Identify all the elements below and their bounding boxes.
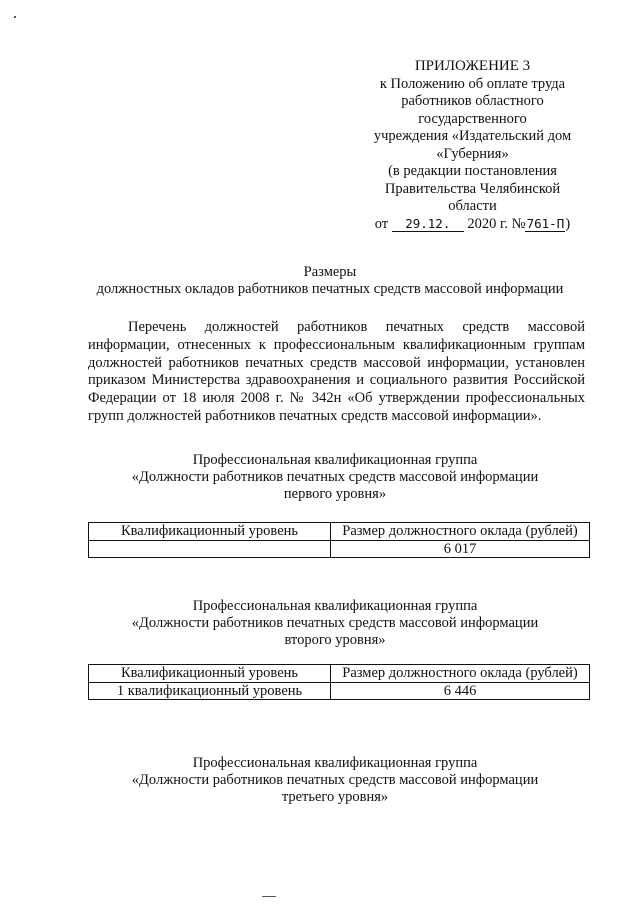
- table-header-salary: Размер должностного оклада (рублей): [331, 665, 590, 683]
- scan-speck: [262, 896, 276, 897]
- salary-table-2: [88, 664, 590, 700]
- table-cell-level: 1 квалификационный уровень: [89, 682, 331, 700]
- table-cell-salary: 6 017: [331, 540, 590, 558]
- annex-header: [360, 58, 585, 233]
- group-line: второго уровня»: [284, 632, 386, 648]
- annex-line: работников областного: [401, 93, 544, 109]
- resolution-number: 761-П: [526, 215, 565, 231]
- title-subline: должностных окладов работников печатных средств массовой информации: [96, 281, 564, 297]
- year-text: 2020 г. №: [467, 215, 526, 232]
- date-prefix: от: [374, 215, 389, 232]
- group-heading-3: [80, 755, 590, 806]
- annex-line: учреждения «Издательский дом: [373, 128, 572, 144]
- table-cell-salary: 6 446: [331, 682, 590, 700]
- table-row: [89, 540, 590, 558]
- table-header-row: [89, 523, 590, 541]
- table-header-level: Квалификационный уровень: [89, 665, 331, 683]
- group-line: Профессиональная квалификационная группа: [192, 598, 478, 614]
- group-heading-2: [80, 598, 590, 649]
- table-header-salary: Размер должностного оклада (рублей): [331, 523, 590, 541]
- annex-line: Правительства Челябинской: [384, 180, 561, 197]
- salary-table-1: [88, 522, 590, 558]
- group-line: третьего уровня»: [281, 789, 389, 805]
- group-line: «Должности работников печатных средств массовой информации: [131, 615, 539, 631]
- document-title: [80, 264, 580, 298]
- intro-paragraph: Перечень должностей работников печатных средств массовой информации, отнесенных к профессиональным квалификационным группам должностей работников печатных средств массовой информации, установлен приказом Министерства здравоохранения и социального развития Российской Федерации от 18 июля 2008 г. № 342н «Об утверждении профессиональных групп должностей работников печатных средств массовой информации».: [88, 319, 585, 424]
- scan-speck: [14, 16, 16, 18]
- table-cell-level: [89, 540, 331, 558]
- annex-line: «Губерния»: [436, 145, 509, 162]
- group-line: «Должности работников печатных средств массовой информации: [131, 772, 539, 788]
- annex-line: к Положению об оплате труда: [379, 75, 566, 92]
- resolution-date-line: [360, 216, 585, 234]
- group-line: «Должности работников печатных средств массовой информации: [131, 469, 539, 485]
- annex-line: государственного: [418, 110, 527, 127]
- group-line: Профессиональная квалификационная группа: [192, 452, 478, 468]
- resolution-date: 29.12.: [392, 217, 464, 232]
- closing-paren: ): [565, 215, 571, 232]
- annex-heading: ПРИЛОЖЕНИЕ 3: [414, 58, 531, 74]
- group-line: Профессиональная квалификационная группа: [192, 755, 478, 771]
- title-line: Размеры: [303, 264, 357, 280]
- annex-line: (в редакции постановления: [388, 163, 557, 179]
- table-header-row: [89, 665, 590, 683]
- group-line: первого уровня»: [283, 486, 387, 502]
- group-heading-1: [80, 452, 590, 503]
- table-header-level: Квалификационный уровень: [89, 523, 331, 541]
- annex-line: области: [448, 198, 497, 214]
- table-row: [89, 682, 590, 700]
